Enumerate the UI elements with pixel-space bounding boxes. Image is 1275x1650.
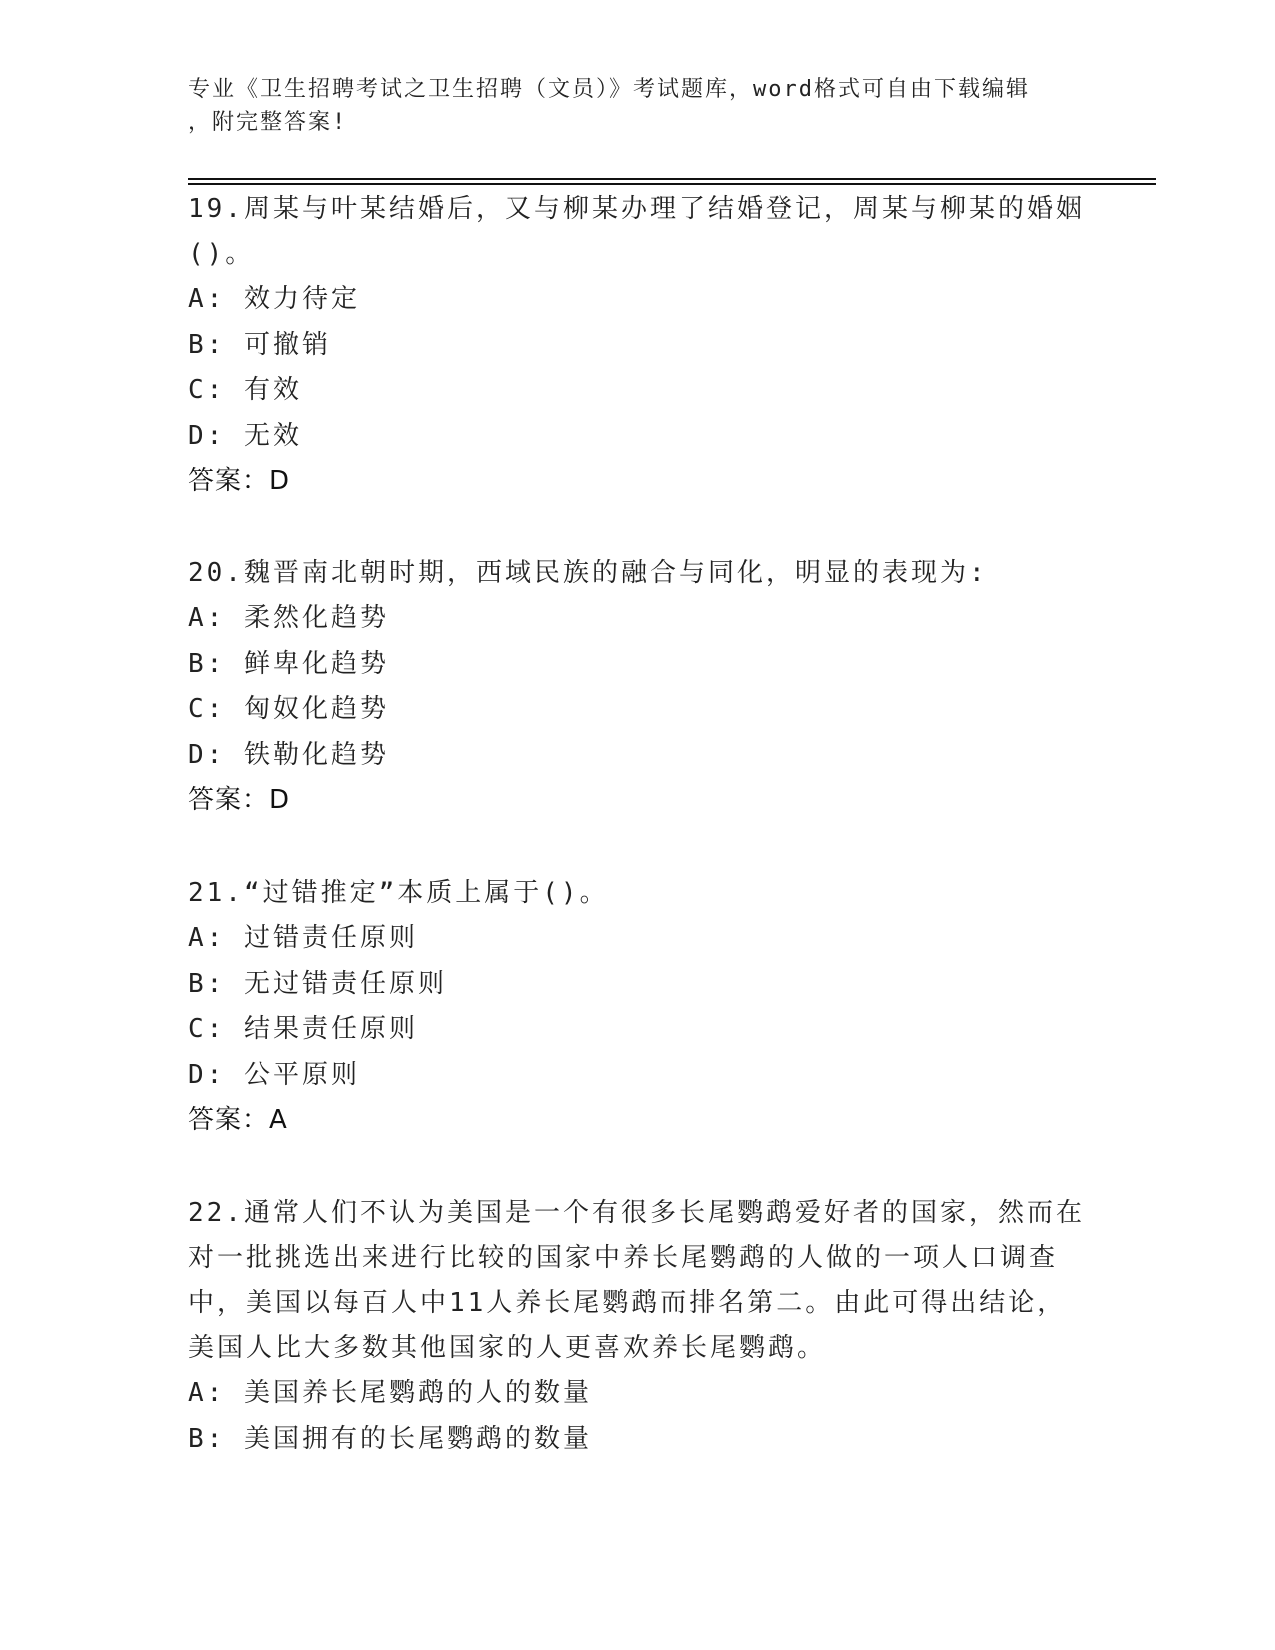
- question-20: [188, 551, 1088, 823]
- question-text: 20.魏晋南北朝时期，西域民族的融合与同化，明显的表现为:: [188, 558, 988, 588]
- header-divider-top: [188, 178, 1156, 180]
- option-c: C: 结果责任原则: [188, 1014, 418, 1044]
- answer-label: 答案：D: [188, 785, 291, 815]
- question-text: 19.周某与叶某结婚后，又与柳某办理了结婚登记，周某与柳某的婚姻()。: [188, 194, 1085, 269]
- header-divider-bottom: [188, 183, 1156, 185]
- option-d: D: 公平原则: [188, 1059, 360, 1090]
- option-a: A: 效力待定: [188, 284, 360, 314]
- document-header: [188, 73, 1068, 139]
- question-22: [188, 1191, 1088, 1462]
- question-19: [188, 187, 1088, 504]
- answer-label: 答案：A: [188, 1105, 288, 1135]
- option-c: C: 有效: [188, 375, 302, 405]
- option-d: D: 铁勒化趋势: [188, 739, 389, 770]
- question-text: 21.“过错推定”本质上属于()。: [188, 878, 609, 908]
- option-b: B: 无过错责任原则: [188, 968, 447, 999]
- header-line-1: 专业《卫生招聘考试之卫生招聘（文员）》考试题库，word格式可自由下载编辑: [188, 77, 1030, 102]
- question-21: [188, 871, 1088, 1143]
- header-line-2: ，附完整答案!: [188, 110, 348, 135]
- option-d: D: 无效: [188, 420, 302, 451]
- option-b: B: 美国拥有的长尾鹦鹉的数量: [188, 1423, 592, 1454]
- option-a: A: 美国养长尾鹦鹉的人的数量: [188, 1378, 592, 1408]
- option-a: A: 柔然化趋势: [188, 603, 389, 633]
- option-b: B: 可撤销: [188, 329, 331, 360]
- answer-label: 答案：D: [188, 466, 291, 496]
- option-c: C: 匈奴化趋势: [188, 694, 389, 724]
- option-a: A: 过错责任原则: [188, 923, 418, 953]
- question-text: 22.通常人们不认为美国是一个有很多长尾鹦鹉爱好者的国家，然而在对一批挑选出来进行比较的国家中养长尾鹦鹉的人做的一项人口调查中，美国以每百人中11人养长尾鹦鹉而排名第二。由此可得出结论，美国人比大多数其他国家的人更喜欢养长尾鹦鹉。: [188, 1198, 1085, 1363]
- option-b: B: 鲜卑化趋势: [188, 648, 389, 679]
